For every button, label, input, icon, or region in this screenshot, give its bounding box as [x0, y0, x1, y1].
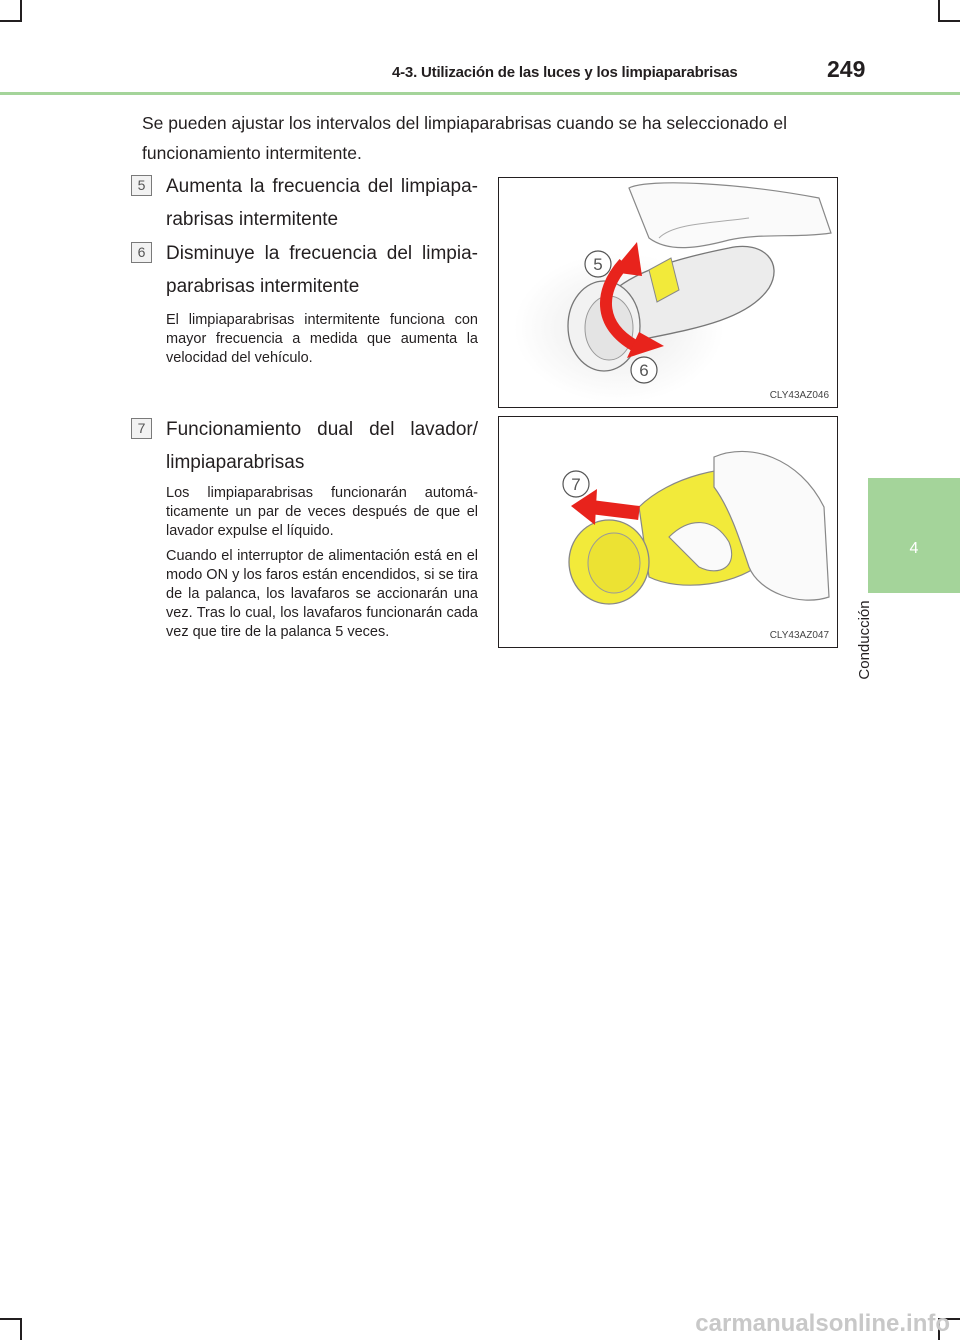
figure-callout-6: 6	[639, 361, 649, 380]
figure-code: CLY43AZ046	[769, 390, 829, 401]
chapter-number: 4	[909, 540, 919, 557]
item-note-7a: Los limpiaparabrisas funcionarán automá-ticamente un par de veces después de que el lavador expulse el líquido.	[166, 485, 478, 539]
header-rule	[0, 92, 960, 95]
item-badge-6: 6	[131, 242, 152, 263]
item-text-6: Disminuye la frecuencia del limpia-parabrisas intermitente	[166, 243, 478, 297]
crop-mark	[938, 20, 960, 22]
page-number: 249	[827, 56, 866, 82]
crop-mark	[20, 1318, 22, 1340]
chapter-tab	[868, 478, 960, 593]
item-note-7b: Cuando el interruptor de alimentación está en el modo ON y los faros están encendidos, si se tira de la palanca, los lavafaros se accionarán una vez. Tras lo cual, los lavafaros funcionarán cada vez que tire de la palanca 5 veces.	[166, 548, 478, 640]
crop-mark	[0, 1318, 22, 1320]
item-text-7: Funcionamiento dual del lavador/ limpiaparabrisas	[166, 419, 478, 473]
figure-wiper-frequency	[498, 177, 838, 408]
wiper-lever-illustration	[499, 178, 838, 408]
item-note-6: El limpiaparabrisas intermitente funciona con mayor frecuencia a medida que aumenta la velocidad del vehículo.	[166, 312, 478, 366]
figure-code: CLY43AZ047	[769, 630, 829, 641]
washer-lever-illustration	[499, 417, 838, 648]
crop-mark	[938, 0, 940, 22]
crop-mark	[0, 20, 22, 22]
figure-dual-washer	[498, 416, 838, 648]
crop-mark	[20, 0, 22, 22]
figure-callout-5: 5	[593, 255, 603, 274]
section-title: 4-3. Utilización de las luces y los limpiaparabrisas	[392, 64, 738, 81]
watermark-text: carmanualsonline.info	[695, 1310, 950, 1337]
figure-callout-7: 7	[571, 475, 581, 494]
item-badge-7: 7	[131, 418, 152, 439]
intro-paragraph: Se pueden ajustar los intervalos del limpiaparabrisas cuando se ha seleccionado el funcionamiento intermitente.	[142, 113, 787, 163]
item-text-5: Aumenta la frecuencia del limpiapa-rabrisas intermitente	[166, 176, 478, 230]
chapter-name: Conducción	[856, 600, 873, 680]
item-badge-5: 5	[131, 175, 152, 196]
